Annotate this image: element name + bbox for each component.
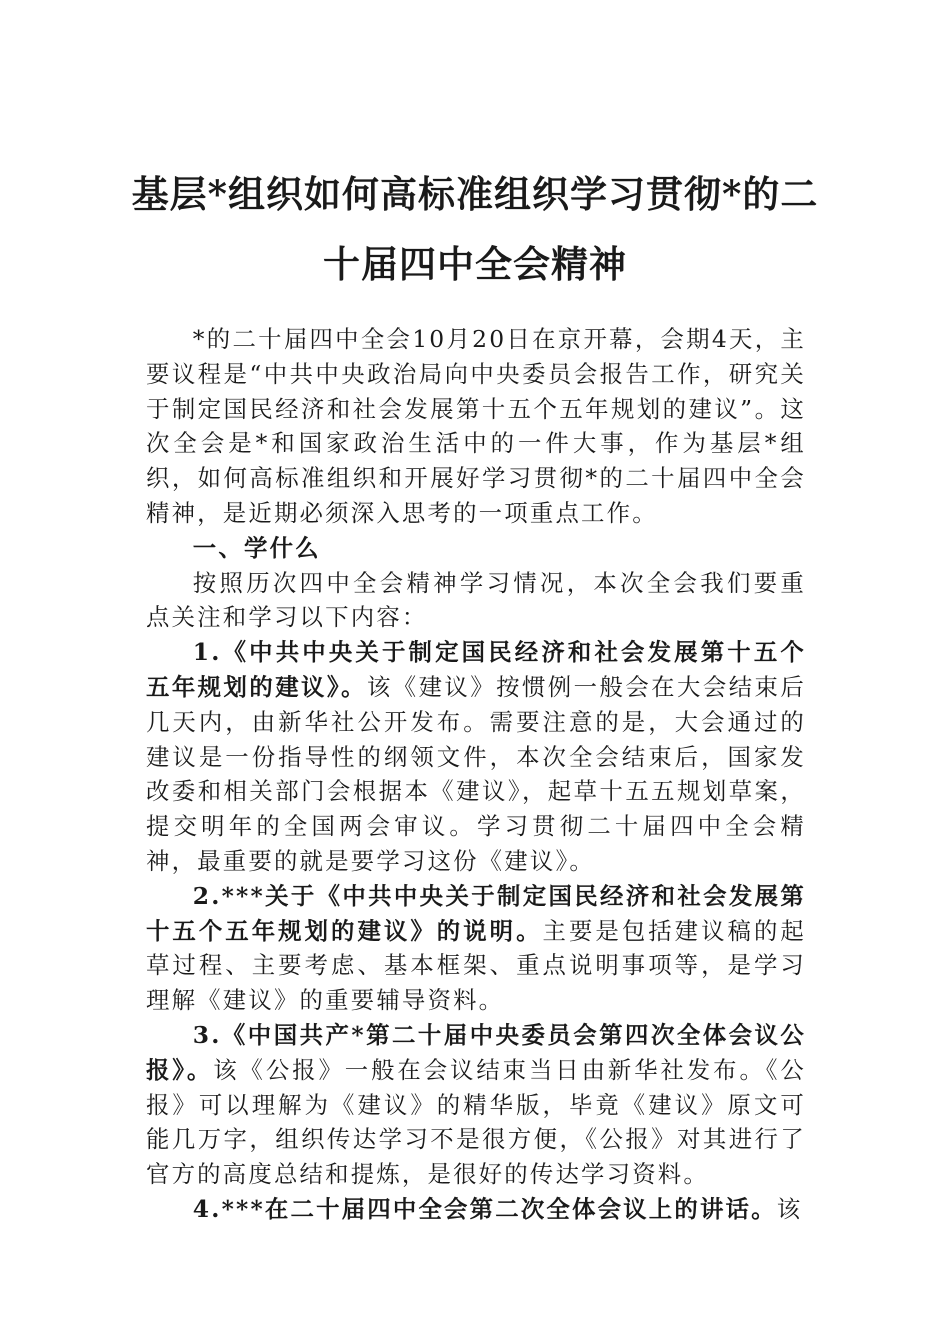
section-heading-text: 一、学什么 — [192, 533, 321, 562]
document-title-line-1: 基层*组织如何高标准组织学习贯彻*的二 — [131, 172, 819, 216]
item-4-text: 该 — [776, 1194, 803, 1223]
item-2-bold-title: 2.***关于《中共中央关于制定国民经济和社会发展第十五个五年规划的建议》的说明。 — [146, 881, 806, 945]
item-3-text: 该《公报》一般在会议结束当日由新华社发布。《公报》可以理解为《建议》的精华版，毕竟《建议》原文可能几万字，组织传达学习不是很方便，《公报》对其进行了官方的高度总结和提炼，是很好的传达学习资料。 — [146, 1055, 806, 1189]
item-4-bold-title: 4.***在二十届四中全会第二次全体会议上的讲话。 — [192, 1194, 777, 1223]
section-heading-what-to-learn — [146, 531, 806, 566]
item-1-bold-title: 1.《中共中央关于制定国民经济和社会发展第十五个五年规划的建议》。 — [146, 638, 806, 701]
item-2-paragraph — [146, 879, 806, 1018]
item-2-text: 主要是包括建议稿的起草过程、主要考虑、基本框架、重点说明事项等，是学习理解《建议》的重要辅导资料。 — [146, 916, 807, 1015]
section-intro-text: 按照历次四中全会精神学习情况，本次全会我们要重点关注和学习以下内容： — [146, 568, 806, 632]
item-1-text: 该《建议》按惯例一般会在大会结束后几天内，由新华社公开发布。需要注意的是，大会通过的建议是一份指导性的纲领文件，本次全会结束后，国家发改委和相关部门会根据本《建议》，起草十五五规划草案，提交明年的全国两会审议。学习贯彻二十届四中全会精神，最重要的就是要学习这份《建议》。 — [146, 672, 806, 875]
section-intro-paragraph — [146, 566, 806, 636]
document-title-line-2: 十届四中全会精神 — [323, 242, 627, 286]
item-4-paragraph — [146, 1192, 806, 1227]
document-body — [146, 322, 806, 1227]
item-3-paragraph — [146, 1018, 806, 1192]
intro-paragraph — [146, 322, 806, 531]
intro-paragraph-text: *的二十届四中全会10月20日在京开幕，会期4天，主要议程是“中共中央政治局向中央委员会报告工作，研究关于制定国民经济和社会发展第十五个五年规划的建议”。这次全会是*和国家政治生活中的一件大事，作为基层*组织，如何高标准组织和开展好学习贯彻*的二十届四中全会精神，是近期必须深入思考的一项重点工作。 — [146, 325, 806, 527]
item-3-bold-title: 3.《中国共产*第二十届中央委员会第四次全体会议公报》。 — [146, 1020, 806, 1084]
item-1-paragraph — [146, 635, 806, 879]
